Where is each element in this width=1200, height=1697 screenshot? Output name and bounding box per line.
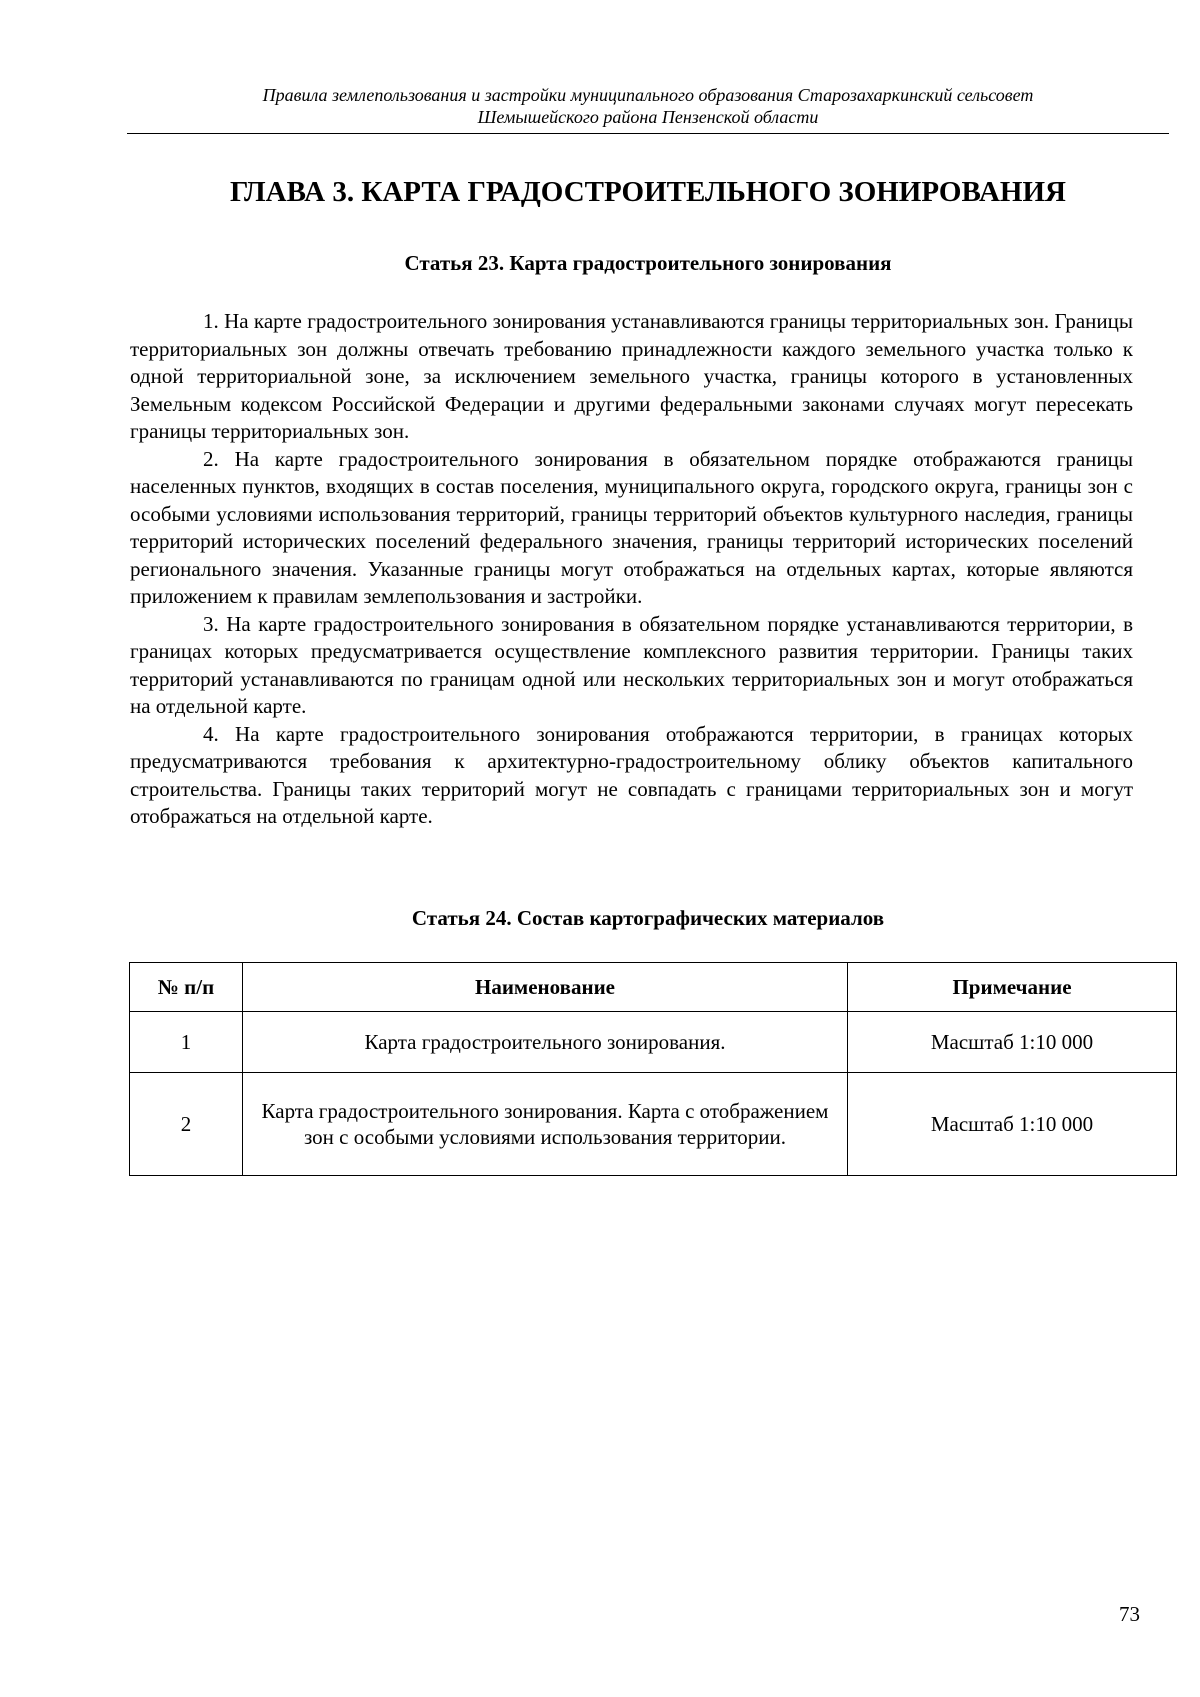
table-header-name: Наименование xyxy=(243,963,848,1012)
table-cell-number: 1 xyxy=(130,1012,243,1073)
header-divider xyxy=(127,133,1169,134)
article-23-paragraph-3: 3. На карте градостроительного зонирования в обязательном порядке устанавливаются территории, в границах которых предусматривается осуществление комплексного развития территории. Границы таких территорий устанавливаются по границам одной или нескольких территориальных зон и могут отображаться на отдельной карте. xyxy=(130,611,1133,718)
table-cell-name: Карта градостроительного зонирования. xyxy=(243,1012,848,1073)
article-23-title: Статья 23. Карта градостроительного зонирования xyxy=(404,251,892,275)
table-cell-note: Масштаб 1:10 000 xyxy=(848,1073,1177,1176)
running-header-line-1: Правила землепользования и застройки муниципального образования Старозахаркинский сельсовет xyxy=(262,85,1034,105)
table-header-note: Примечание xyxy=(848,963,1177,1012)
article-23-paragraph-2: 2. На карте градостроительного зонирования в обязательном порядке отображаются границы населенных пунктов, входящих в состав поселения, муниципального округа, городского округа, границы зон с особыми условиями использования территорий, границы территорий объектов культурного наследия, границы территорий исторических поселений федерального значения, границы территорий исторических поселений регионального значения. Указанные границы могут отображаться на отдельных картах, которые являются приложением к правилам землепользования и застройки. xyxy=(130,446,1133,608)
page-number: 73 xyxy=(1119,1602,1140,1626)
running-header xyxy=(127,84,1169,128)
cartographic-materials-table xyxy=(129,962,1177,1176)
table-cell-number: 2 xyxy=(130,1073,243,1176)
table-row xyxy=(130,1012,1177,1073)
article-23-paragraph-1: 1. На карте градостроительного зонирования устанавливаются границы территориальных зон. Границы территориальных зон должны отвечать требованию принадлежности каждого земельного участка только к одной территориальной зоне, за исключением земельного участка, границы которого в установленных Земельным кодексом Российской Федерации и другими федеральными законами случаях могут пересекать границы территориальных зон. xyxy=(130,309,1133,443)
article-23-body xyxy=(130,308,1133,831)
chapter-title: ГЛАВА 3. КАРТА ГРАДОСТРОИТЕЛЬНОГО ЗОНИРОВАНИЯ xyxy=(229,176,1066,208)
table-row xyxy=(130,1073,1177,1176)
running-header-line-2: Шемышейского района Пензенской области xyxy=(477,107,819,127)
table-header-number: № п/п xyxy=(130,963,243,1012)
article-23-paragraph-4: 4. На карте градостроительного зонирования отображаются территории, в границах которых предусматриваются требования к архитектурно-градостроительному облику объектов капитального строительства. Границы таких территорий могут не совпадать с границами территориальных зон и могут отображаться на отдельной карте. xyxy=(130,721,1133,828)
table-header-row xyxy=(130,963,1177,1012)
article-24-title: Статья 24. Состав картографических материалов xyxy=(411,906,885,930)
table-cell-name: Карта градостроительного зонирования. Карта с отображением зон с особыми условиями использования территории. xyxy=(243,1073,848,1176)
table-cell-note: Масштаб 1:10 000 xyxy=(848,1012,1177,1073)
